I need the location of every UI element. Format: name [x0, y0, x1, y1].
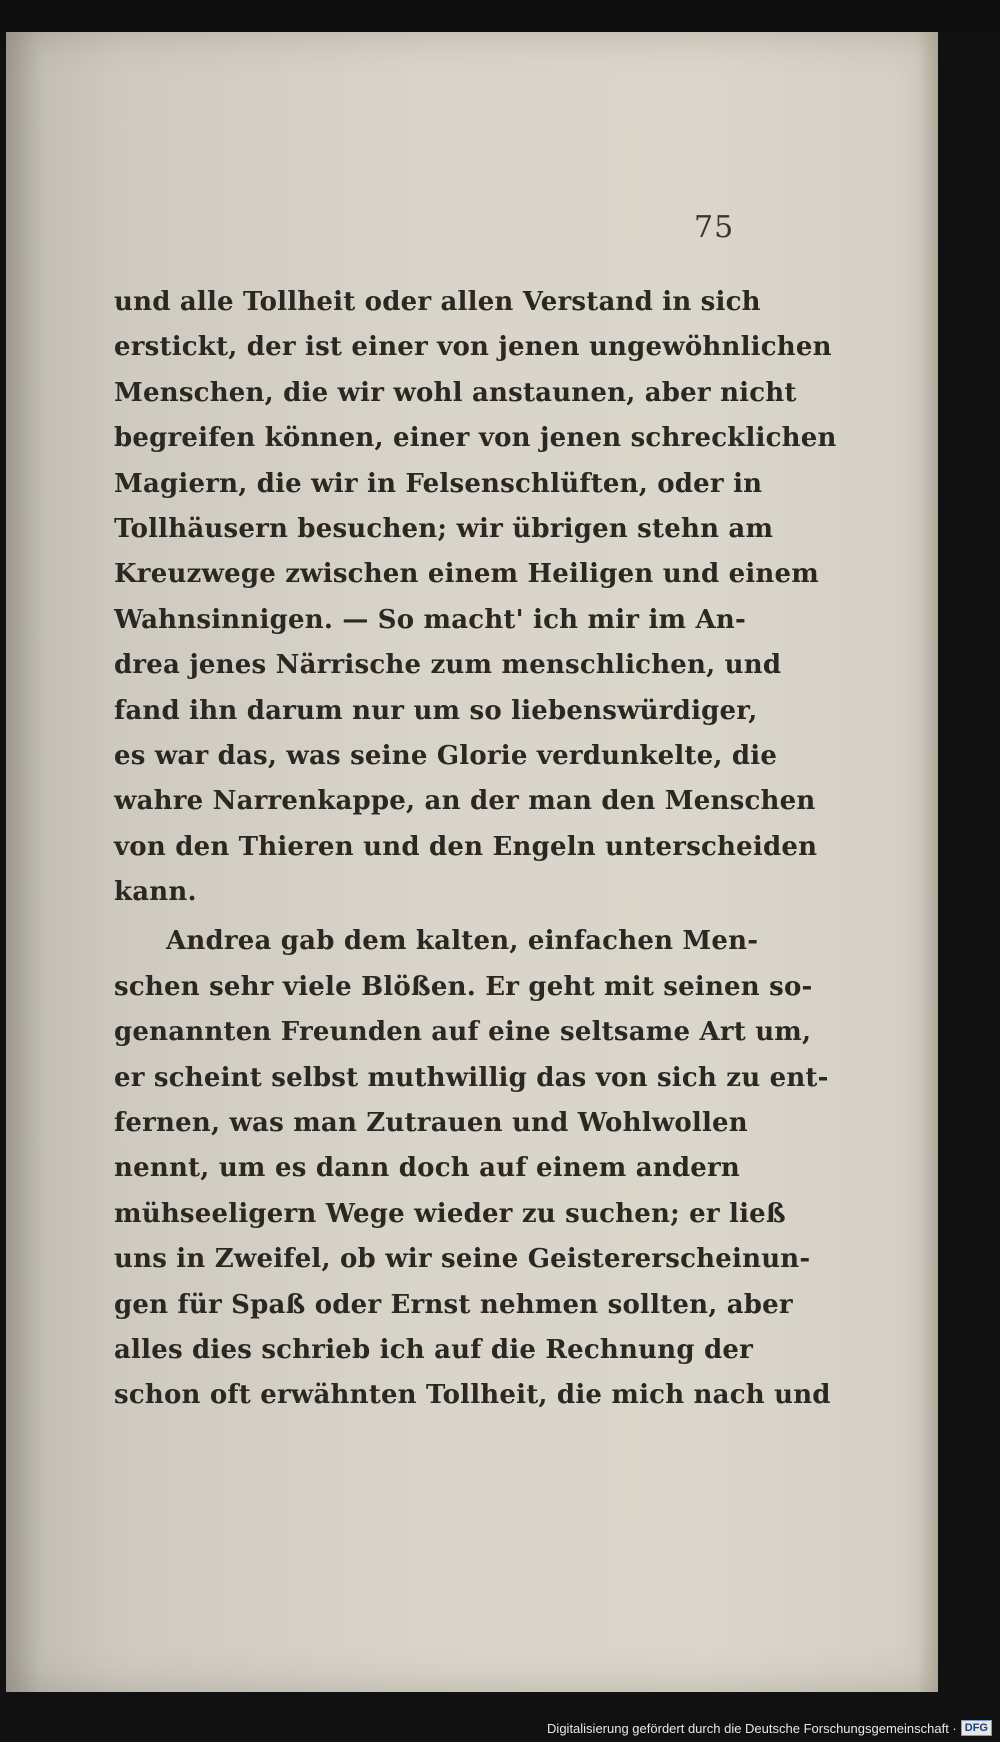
dfg-logo: DFG: [961, 1720, 992, 1736]
text-line: Menschen, die wir wohl anstaunen, aber nicht: [114, 377, 797, 408]
text-line: kann.: [114, 877, 197, 908]
text-line: Wahnsinnigen. — So macht' ich mir im An-: [114, 604, 746, 635]
text-line: es war das, was seine Glorie verdunkelte, die: [114, 740, 778, 771]
text-line: schon oft erwähnten Tollheit, die mich nach und: [114, 1380, 831, 1411]
text-line: Magiern, die wir in Felsenschlüften, oder in: [114, 468, 763, 499]
text-line: Tollhäusern besuchen; wir übrigen stehn am: [114, 513, 774, 544]
text-line: schen sehr viele Blößen. Er geht mit seinen so-: [114, 971, 813, 1002]
text-line: Andrea gab dem kalten, einfachen Men-: [166, 926, 759, 957]
text-line: fand ihn darum nur um so liebenswürdiger,: [114, 695, 758, 726]
text-line: mühseeligern Wege wieder zu suchen; er ließ: [114, 1198, 786, 1229]
text-line: er scheint selbst muthwillig das von sich zu ent-: [114, 1062, 829, 1093]
text-line: fernen, was man Zutrauen und Wohlwollen: [114, 1108, 748, 1139]
scan-background: [0, 0, 1000, 32]
text-line: erstickt, der ist einer von jenen ungewöhnlichen: [114, 332, 832, 363]
text-line: drea jenes Närrische zum menschlichen, und: [114, 650, 782, 681]
body-text: [114, 280, 837, 1419]
text-line: uns in Zweifel, ob wir seine Geistererscheinun-: [114, 1244, 811, 1275]
credit-text: Digitalisierung gefördert durch die Deutsche Forschungsgemeinschaft ·: [547, 1720, 957, 1736]
text-line: nennt, um es dann doch auf einem andern: [114, 1153, 740, 1184]
text-line: und alle Tollheit oder allen Verstand in sich: [114, 287, 761, 317]
text-line: alles dies schrieb ich auf die Rechnung der: [114, 1334, 753, 1365]
text-line: wahre Narrenkappe, an der man den Menschen: [114, 786, 816, 817]
text-line: genannten Freunden auf eine seltsame Art um,: [114, 1017, 812, 1048]
text-line: Kreuzwege zwischen einem Heiligen und einem: [114, 559, 819, 590]
page-number: 75: [694, 210, 735, 245]
text-line: von den Thieren und den Engeln unterscheiden: [114, 831, 818, 862]
digitization-credit: [547, 1720, 992, 1736]
page-edge: [918, 32, 938, 1692]
text-line: gen für Spaß oder Ernst nehmen sollten, aber: [114, 1289, 793, 1320]
text-line: begreifen können, einer von jenen schrecklichen: [114, 423, 837, 454]
book-page: [6, 32, 938, 1692]
